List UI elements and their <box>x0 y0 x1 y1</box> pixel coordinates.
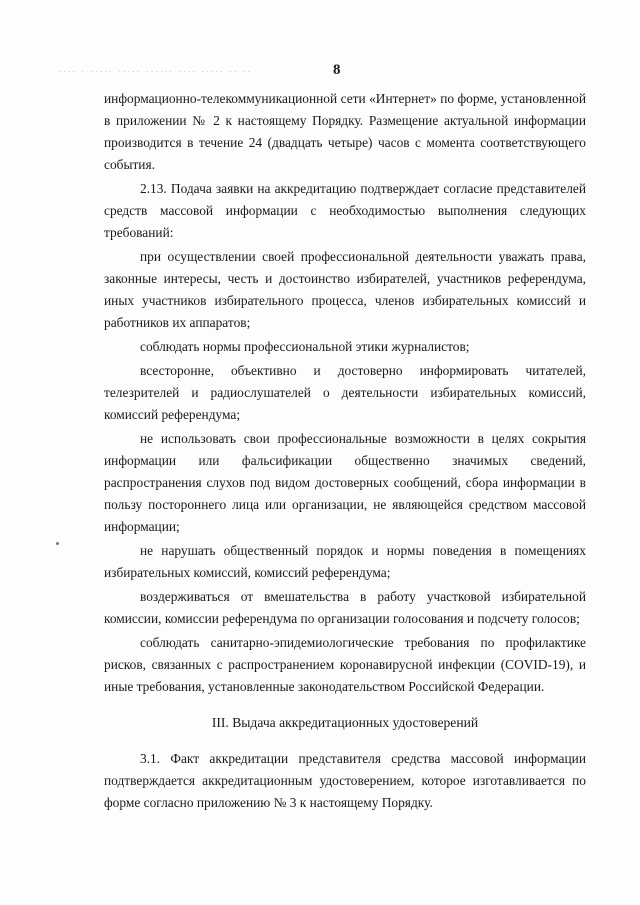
scan-artifact-dots: .... . ..... ..... ...... .... ..... .. .. <box>58 67 252 74</box>
requirement-item: при осуществлении своей профессиональной деятельности уважать права, законные интересы, честь и достоинство избирателей, участников референдума, иных участников избирательного процесса, членов избирательных комиссий и работников их аппаратов; <box>104 249 586 330</box>
requirement-item: не использовать свои профессиональные возможности в целях сокрытия информации или фальсификации общественно значимых сведений, распространения слухов под видом достоверных сообщений, сбора информации в пользу постороннего лица или организации, не являющейся средством массовой информации; <box>104 431 586 534</box>
requirement-item: всесторонне, объективно и достоверно информировать читателей, телезрителей и радиослушателей о деятельности избирательных комиссий, комиссий референдума; <box>104 363 586 422</box>
requirement-item: не нарушать общественный порядок и нормы поведения в помещениях избирательных комиссий, комиссий референдума; <box>104 543 586 580</box>
paragraph-3-1: 3.1. Факт аккредитации представителя средства массовой информации подтверждается аккредитационным удостоверением, которое изготавливается по форме согласно приложению № 3 к настоящему Порядку. <box>104 751 586 810</box>
page-number: 8 <box>333 62 341 78</box>
requirement-item: воздерживаться от вмешательства в работу участковой избирательной комиссии, комиссии референдума по организации голосования и подсчету голосов; <box>104 589 586 626</box>
requirement-item: соблюдать нормы профессиональной этики журналистов; <box>140 339 470 354</box>
scan-speck <box>56 542 59 545</box>
requirement-item: соблюдать санитарно-эпидемиологические требования по профилактике рисков, связанных с распространением коронавирусной инфекции (COVID-19), и иные требования, установленные законодательством Российской Федерации. <box>104 635 586 694</box>
paragraph-continuation: информационно-телекоммуникационной сети «Интернет» по форме, установленной в приложении № 2 к настоящему Порядку. Размещение актуальной информации производится в течение 24 (двадцать четыре) часов с момента соответствующего события. <box>104 91 586 172</box>
paragraph-2-13: 2.13. Подача заявки на аккредитацию подтверждает согласие представителей средств массовой информации с необходимостью выполнения следующих требований: <box>104 181 586 240</box>
document-body <box>104 88 586 816</box>
section-heading: III. Выдача аккредитационных удостоверений <box>211 715 479 730</box>
